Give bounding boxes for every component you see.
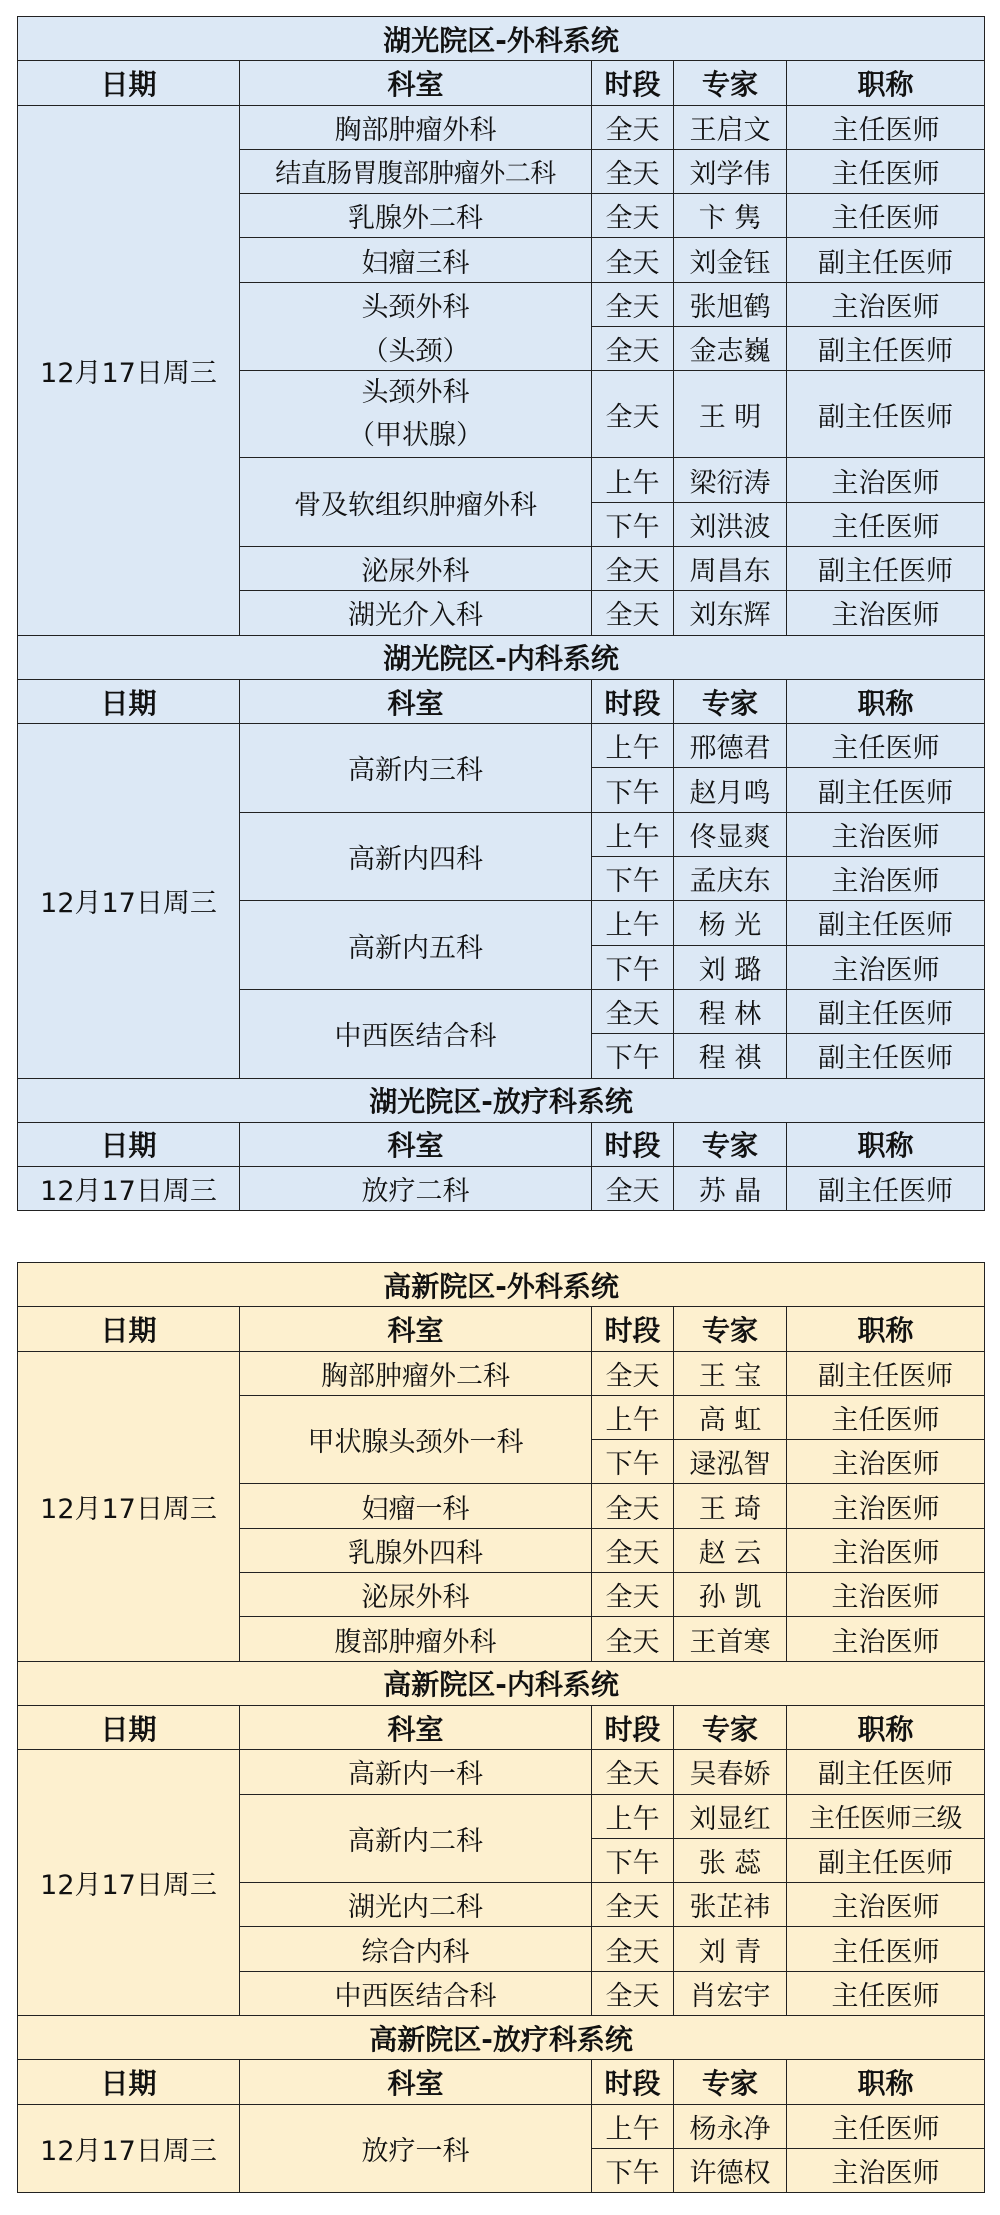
header-dept: 科室 [240, 61, 592, 105]
rank-cell: 主任医师 [787, 149, 985, 193]
dept-cell: 胸部肿瘤外二科 [240, 1351, 592, 1395]
rank-cell: 副主任医师 [787, 1034, 985, 1078]
gaoxin-schedule-table [17, 1262, 985, 2193]
rank-cell: 主治医师 [787, 458, 985, 502]
period-cell: 全天 [592, 238, 674, 282]
period-cell: 全天 [592, 1750, 674, 1794]
expert-cell: 刘显红 [674, 1794, 787, 1838]
period-cell: 全天 [592, 1351, 674, 1395]
expert-cell: 程 林 [674, 989, 787, 1033]
section-title: 湖光院区-内科系统 [18, 635, 985, 679]
period-cell: 全天 [592, 327, 674, 371]
rank-cell: 主治医师 [787, 945, 985, 989]
expert-cell: 刘 青 [674, 1927, 787, 1971]
table-row [18, 1750, 985, 1794]
period-cell: 全天 [592, 989, 674, 1033]
period-cell: 上午 [592, 812, 674, 856]
section-title: 高新院区-外科系统 [18, 1263, 985, 1307]
period-cell: 下午 [592, 1440, 674, 1484]
header-expert: 专家 [674, 1122, 787, 1166]
expert-cell: 刘金钰 [674, 238, 787, 282]
rank-cell: 主任医师 [787, 2104, 985, 2148]
period-cell: 全天 [592, 282, 674, 326]
header-title: 职称 [787, 61, 985, 105]
rank-cell: 副主任医师 [787, 371, 985, 458]
expert-cell: 程 祺 [674, 1034, 787, 1078]
expert-cell: 张旭鹤 [674, 282, 787, 326]
rank-cell: 副主任医师 [787, 768, 985, 812]
header-dept: 科室 [240, 679, 592, 723]
expert-cell: 佟显爽 [674, 812, 787, 856]
dept-cell: 泌尿外科 [240, 1573, 592, 1617]
header-expert: 专家 [674, 61, 787, 105]
header-date: 日期 [18, 679, 240, 723]
date-cell: 12月17日周三 [18, 2104, 240, 2193]
header-expert: 专家 [674, 679, 787, 723]
section-title: 湖光院区-放疗科系统 [18, 1078, 985, 1122]
rank-cell: 副主任医师 [787, 327, 985, 371]
header-title: 职称 [787, 1705, 985, 1749]
expert-cell: 邢德君 [674, 724, 787, 768]
dept-cell: 腹部肿瘤外科 [240, 1617, 592, 1661]
header-row [18, 2060, 985, 2104]
dept-cell: 高新内三科 [240, 724, 592, 813]
expert-cell: 卞 隽 [674, 194, 787, 238]
period-cell: 全天 [592, 149, 674, 193]
dept-cell: 高新内四科 [240, 812, 592, 901]
expert-cell: 杨 光 [674, 901, 787, 945]
expert-cell: 高 虹 [674, 1395, 787, 1439]
rank-cell: 主治医师 [787, 1484, 985, 1528]
dept-cell: 高新内一科 [240, 1750, 592, 1794]
expert-cell: 许德权 [674, 2148, 787, 2192]
expert-cell: 苏 晶 [674, 1167, 787, 1211]
header-title: 职称 [787, 1122, 985, 1166]
section-title: 高新院区-放疗科系统 [18, 2016, 985, 2060]
expert-cell: 孙 凯 [674, 1573, 787, 1617]
dept-cell: 泌尿外科 [240, 546, 592, 590]
period-cell: 全天 [592, 1927, 674, 1971]
dept-cell: 湖光介入科 [240, 591, 592, 635]
period-cell: 上午 [592, 1794, 674, 1838]
header-expert: 专家 [674, 2060, 787, 2104]
dept-cell: 高新内五科 [240, 901, 592, 990]
gaoxin-campus-block [17, 1262, 985, 2193]
period-cell: 全天 [592, 1528, 674, 1572]
dept-cell: 中西医结合科 [240, 989, 592, 1078]
expert-cell: 王启文 [674, 105, 787, 149]
period-cell: 下午 [592, 1034, 674, 1078]
period-cell: 下午 [592, 768, 674, 812]
period-cell: 上午 [592, 1395, 674, 1439]
expert-cell: 孟庆东 [674, 857, 787, 901]
period-cell: 全天 [592, 546, 674, 590]
header-dept: 科室 [240, 1705, 592, 1749]
period-cell: 上午 [592, 901, 674, 945]
rank-cell: 主任医师 [787, 1927, 985, 1971]
dept-cell: 湖光内二科 [240, 1883, 592, 1927]
header-date: 日期 [18, 1705, 240, 1749]
date-cell: 12月17日周三 [18, 724, 240, 1078]
dept-cell: 乳腺外四科 [240, 1528, 592, 1572]
rank-cell: 主任医师 [787, 105, 985, 149]
dept-cell: （头颈） [240, 327, 592, 371]
header-dept: 科室 [240, 2060, 592, 2104]
period-cell: 上午 [592, 2104, 674, 2148]
header-dept: 科室 [240, 1307, 592, 1351]
header-row [18, 1122, 985, 1166]
header-row [18, 1307, 985, 1351]
rank-cell: 主任医师 [787, 1395, 985, 1439]
huguang-campus-block [17, 16, 985, 1211]
header-date: 日期 [18, 1307, 240, 1351]
rank-cell: 主任医师三级 [787, 1794, 985, 1838]
period-cell: 全天 [592, 1484, 674, 1528]
period-cell: 下午 [592, 857, 674, 901]
header-dept: 科室 [240, 1122, 592, 1166]
rank-cell: 主治医师 [787, 1573, 985, 1617]
table-row [18, 2104, 985, 2148]
period-cell: 全天 [592, 1883, 674, 1927]
dept-cell: 胸部肿瘤外科 [240, 105, 592, 149]
rank-cell: 主治医师 [787, 857, 985, 901]
expert-cell: 逯泓智 [674, 1440, 787, 1484]
header-period: 时段 [592, 61, 674, 105]
rank-cell: 主治医师 [787, 2148, 985, 2192]
date-cell: 12月17日周三 [18, 1750, 240, 2016]
expert-cell: 刘学伟 [674, 149, 787, 193]
rank-cell: 主任医师 [787, 502, 985, 546]
period-cell: 全天 [592, 105, 674, 149]
rank-cell: 副主任医师 [787, 1167, 985, 1211]
header-expert: 专家 [674, 1705, 787, 1749]
expert-cell: 王 明 [674, 371, 787, 458]
period-cell: 下午 [592, 502, 674, 546]
dept-cell: 妇瘤一科 [240, 1484, 592, 1528]
dept-cell: 放疗二科 [240, 1167, 592, 1211]
rank-cell: 主任医师 [787, 1971, 985, 2015]
expert-cell: 张 蕊 [674, 1838, 787, 1882]
expert-cell: 王 宝 [674, 1351, 787, 1395]
dept-cell: 结直肠胃腹部肿瘤外二科 [240, 149, 592, 193]
table-row [18, 1351, 985, 1395]
expert-cell: 赵 云 [674, 1528, 787, 1572]
header-title: 职称 [787, 679, 985, 723]
rank-cell: 副主任医师 [787, 546, 985, 590]
section-title: 湖光院区-外科系统 [18, 17, 985, 61]
header-period: 时段 [592, 1122, 674, 1166]
dept-cell: 高新内二科 [240, 1794, 592, 1883]
date-cell: 12月17日周三 [18, 105, 240, 635]
period-cell: 全天 [592, 1971, 674, 2015]
section-title: 高新院区-内科系统 [18, 1661, 985, 1705]
rank-cell: 副主任医师 [787, 1750, 985, 1794]
rank-cell: 主任医师 [787, 194, 985, 238]
date-cell: 12月17日周三 [18, 1351, 240, 1661]
period-cell: 全天 [592, 371, 674, 458]
rank-cell: 主治医师 [787, 1528, 985, 1572]
expert-cell: 赵月鸣 [674, 768, 787, 812]
rank-cell: 主治医师 [787, 1440, 985, 1484]
header-period: 时段 [592, 1307, 674, 1351]
period-cell: 上午 [592, 724, 674, 768]
date-cell: 12月17日周三 [18, 1167, 240, 1211]
dept-cell: 头颈外科 （甲状腺） [240, 371, 592, 458]
expert-cell: 周昌东 [674, 546, 787, 590]
header-row [18, 61, 985, 105]
dept-cell: 头颈外科 [240, 282, 592, 326]
rank-cell: 主治医师 [787, 1617, 985, 1661]
rank-cell: 主治医师 [787, 591, 985, 635]
rank-cell: 主治医师 [787, 282, 985, 326]
period-cell: 下午 [592, 2148, 674, 2192]
header-title: 职称 [787, 1307, 985, 1351]
expert-cell: 杨永净 [674, 2104, 787, 2148]
dept-cell: 放疗一科 [240, 2104, 592, 2193]
header-period: 时段 [592, 2060, 674, 2104]
period-cell: 下午 [592, 945, 674, 989]
period-cell: 全天 [592, 591, 674, 635]
rank-cell: 副主任医师 [787, 989, 985, 1033]
rank-cell: 副主任医师 [787, 238, 985, 282]
period-cell: 上午 [592, 458, 674, 502]
rank-cell: 主任医师 [787, 724, 985, 768]
expert-cell: 刘 璐 [674, 945, 787, 989]
expert-cell: 金志巍 [674, 327, 787, 371]
dept-cell: 妇瘤三科 [240, 238, 592, 282]
expert-cell: 刘东辉 [674, 591, 787, 635]
dept-cell: 甲状腺头颈外一科 [240, 1395, 592, 1484]
table-row [18, 1167, 985, 1211]
rank-cell: 副主任医师 [787, 1838, 985, 1882]
dept-cell: 乳腺外二科 [240, 194, 592, 238]
rank-cell: 主治医师 [787, 1883, 985, 1927]
header-date: 日期 [18, 2060, 240, 2104]
header-row [18, 1705, 985, 1749]
expert-cell: 梁衍涛 [674, 458, 787, 502]
expert-cell: 王首寒 [674, 1617, 787, 1661]
period-cell: 下午 [592, 1838, 674, 1882]
header-expert: 专家 [674, 1307, 787, 1351]
header-date: 日期 [18, 61, 240, 105]
dept-cell: 中西医结合科 [240, 1971, 592, 2015]
header-period: 时段 [592, 679, 674, 723]
period-cell: 全天 [592, 1617, 674, 1661]
header-title: 职称 [787, 2060, 985, 2104]
huguang-schedule-table [17, 16, 985, 1211]
period-cell: 全天 [592, 1167, 674, 1211]
header-row [18, 679, 985, 723]
table-row [18, 105, 985, 149]
expert-cell: 王 琦 [674, 1484, 787, 1528]
dept-cell: 综合内科 [240, 1927, 592, 1971]
expert-cell: 肖宏宇 [674, 1971, 787, 2015]
header-period: 时段 [592, 1705, 674, 1749]
period-cell: 全天 [592, 1573, 674, 1617]
table-row [18, 724, 985, 768]
dept-cell: 骨及软组织肿瘤外科 [240, 458, 592, 547]
rank-cell: 副主任医师 [787, 901, 985, 945]
expert-cell: 吴春娇 [674, 1750, 787, 1794]
header-date: 日期 [18, 1122, 240, 1166]
period-cell: 全天 [592, 194, 674, 238]
rank-cell: 主治医师 [787, 812, 985, 856]
rank-cell: 副主任医师 [787, 1351, 985, 1395]
expert-cell: 张芷祎 [674, 1883, 787, 1927]
expert-cell: 刘洪波 [674, 502, 787, 546]
